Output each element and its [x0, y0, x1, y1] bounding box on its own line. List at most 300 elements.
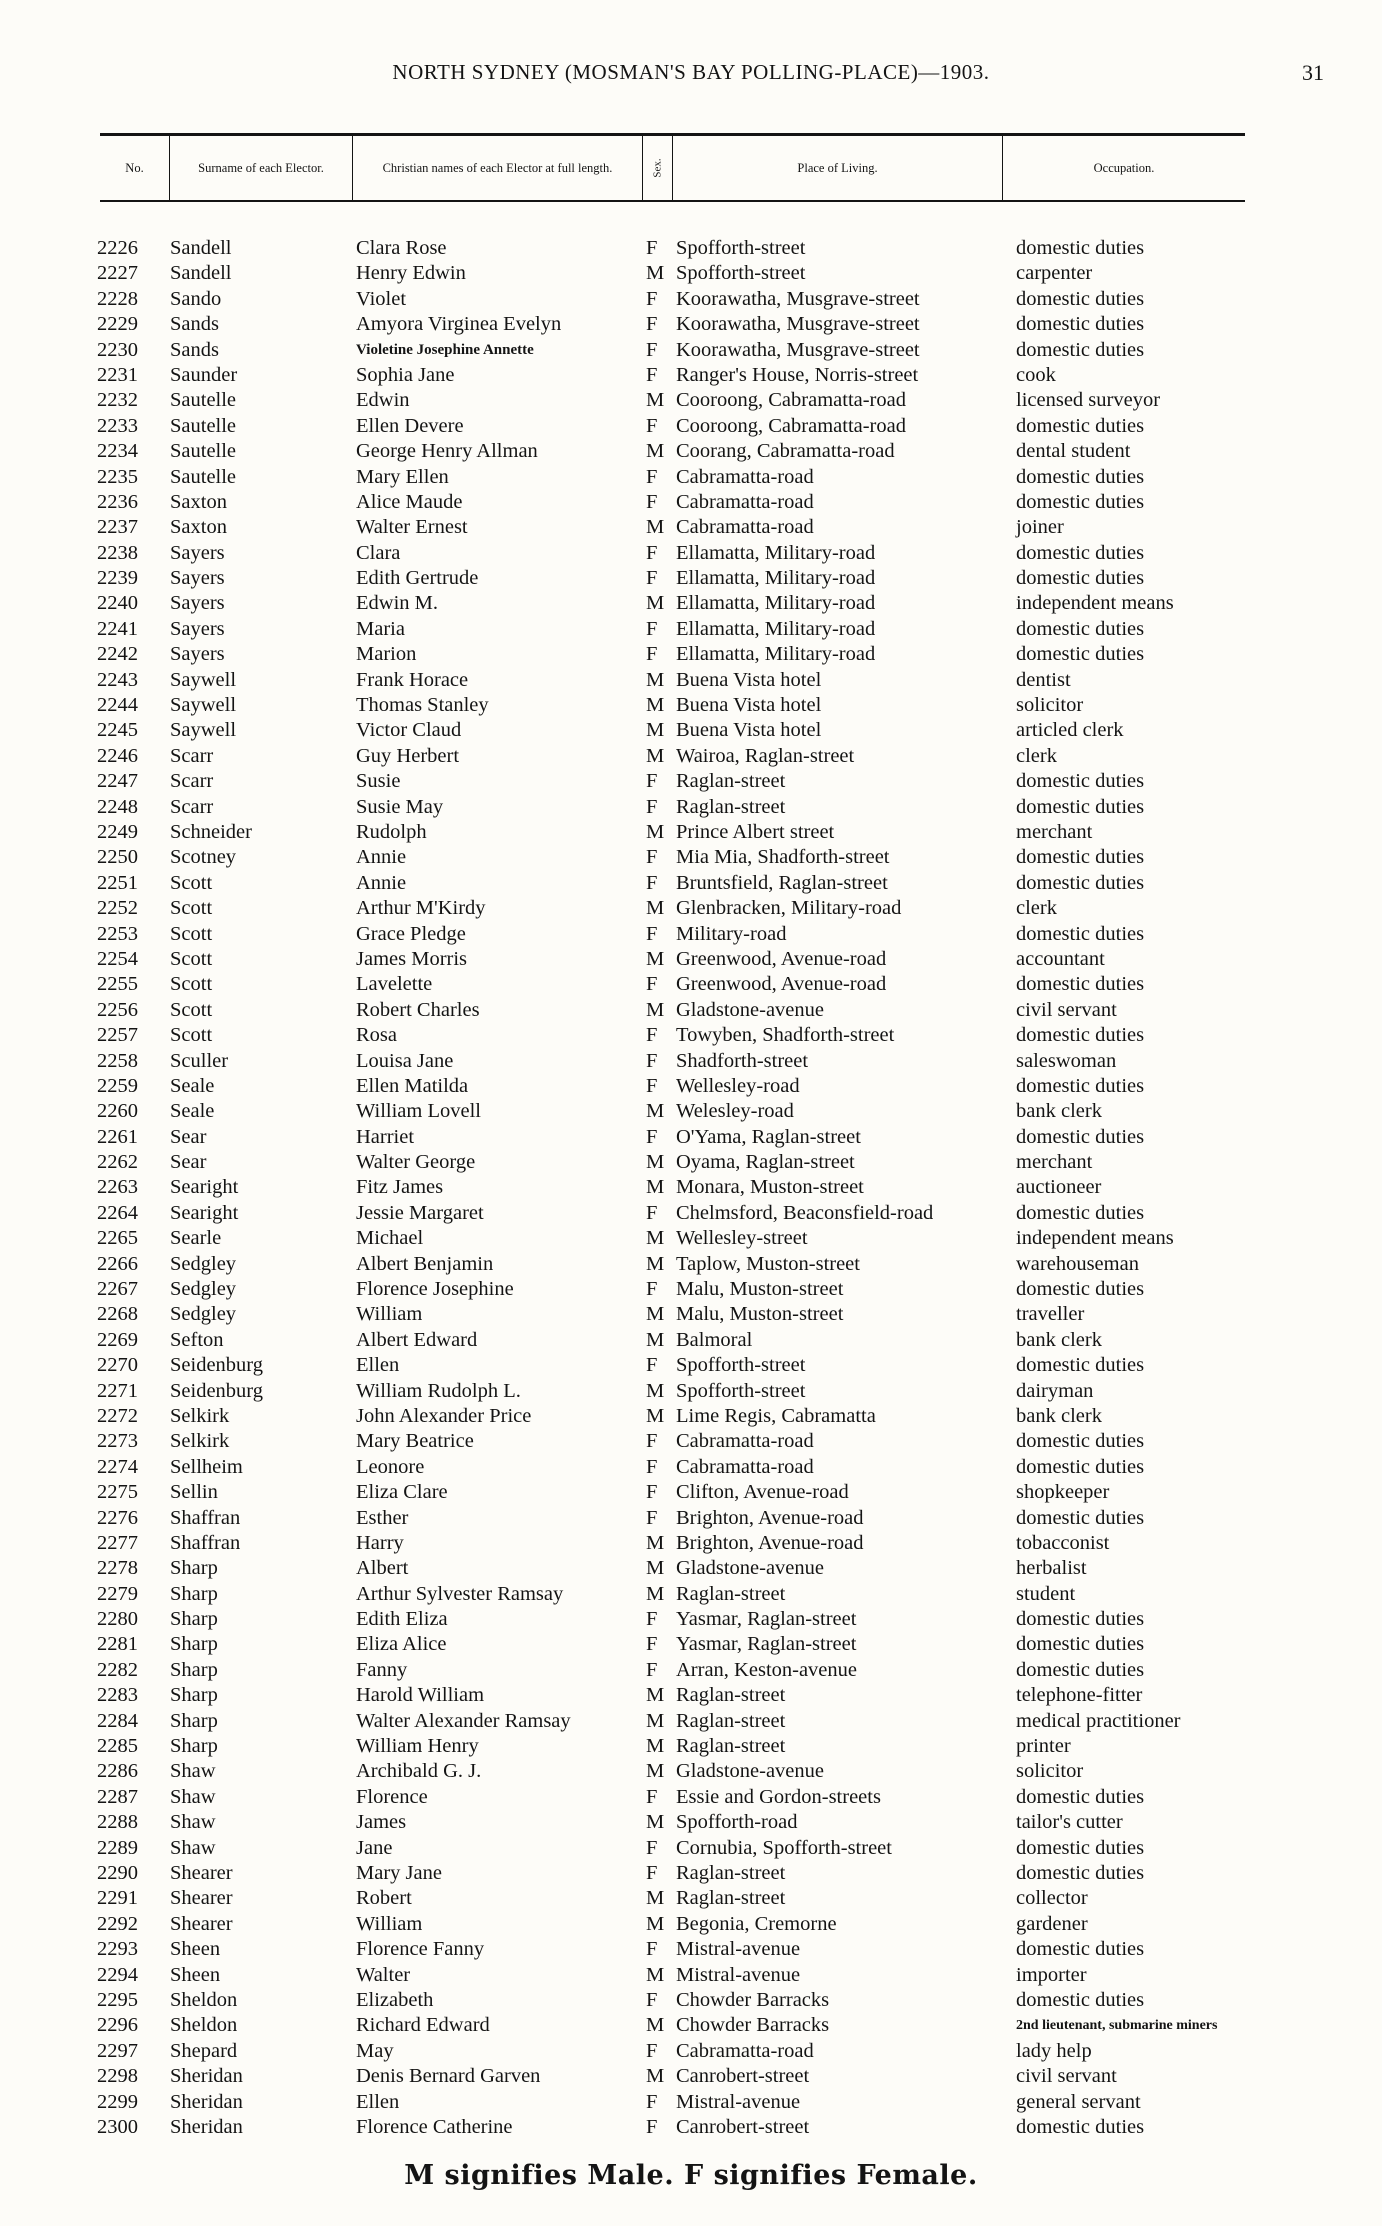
row-place: Malu, Muston-street	[676, 1303, 844, 1326]
table-row	[0, 947, 1382, 972]
row-place: Mistral-avenue	[676, 2090, 801, 2113]
row-place: Oyama, Raglan-street	[676, 1151, 855, 1174]
row-number: 2244	[97, 694, 138, 717]
row-christian-names: Archibald G. J.	[356, 1760, 482, 1783]
row-occupation: domestic duties	[1016, 1455, 1145, 1478]
table-row	[0, 2039, 1382, 2064]
row-number: 2268	[97, 1303, 138, 1326]
row-sex: M	[646, 897, 665, 920]
row-occupation: shopkeeper	[1016, 1481, 1110, 1504]
row-number: 2239	[97, 567, 138, 590]
row-sex: F	[646, 1785, 658, 1808]
row-surname: Seidenburg	[170, 1379, 264, 1402]
row-christian-names: Albert	[356, 1557, 409, 1580]
row-place: Buena Vista hotel	[676, 694, 822, 717]
row-sex: F	[646, 1481, 658, 1504]
row-sex: M	[646, 262, 665, 285]
row-christian-names: Walter George	[356, 1151, 476, 1174]
row-sex: F	[646, 1633, 658, 1656]
row-surname: Sharp	[170, 1658, 218, 1681]
table-row	[0, 1226, 1382, 1251]
row-occupation: civil servant	[1016, 2065, 1117, 2088]
row-place: Brighton, Avenue-road	[676, 1531, 864, 1554]
row-surname: Saunder	[170, 363, 238, 386]
row-number: 2284	[97, 1709, 138, 1732]
row-surname: Sandell	[170, 262, 232, 285]
row-number: 2256	[97, 998, 138, 1021]
table-row	[0, 1506, 1382, 1531]
table-row	[0, 236, 1382, 261]
row-place: Raglan-street	[676, 795, 786, 818]
row-place: Cabramatta-road	[676, 516, 814, 539]
row-christian-names: Elizabeth	[356, 1988, 434, 2011]
row-christian-names: Florence Josephine	[356, 1278, 514, 1301]
table-row	[0, 1607, 1382, 1632]
row-occupation: dental student	[1016, 440, 1131, 463]
row-sex: M	[646, 1303, 665, 1326]
row-surname: Selkirk	[170, 1430, 230, 1453]
row-surname: Shearer	[170, 1912, 233, 1935]
row-place: Towyben, Shadforth-street	[676, 1024, 895, 1047]
row-sex: F	[646, 643, 658, 666]
row-christian-names: Florence Catherine	[356, 2115, 513, 2138]
row-surname: Sculler	[170, 1049, 229, 1072]
table-row	[0, 1937, 1382, 1962]
row-number: 2237	[97, 516, 138, 539]
table-row	[0, 2090, 1382, 2115]
row-occupation: merchant	[1016, 1151, 1093, 1174]
table-row	[0, 1912, 1382, 1937]
row-place: Mia Mia, Shadforth-street	[676, 846, 890, 869]
row-surname: Sharp	[170, 1608, 218, 1631]
row-sex: F	[646, 922, 658, 945]
row-sex: F	[646, 541, 658, 564]
row-sex: F	[646, 617, 658, 640]
table-row	[0, 1582, 1382, 1607]
row-place: Spofforth-street	[676, 1379, 806, 1402]
row-number: 2266	[97, 1252, 138, 1275]
row-occupation: general servant	[1016, 2090, 1141, 2113]
table-row	[0, 1277, 1382, 1302]
row-sex: M	[646, 1404, 665, 1427]
row-occupation: domestic duties	[1016, 237, 1145, 259]
row-surname: Sharp	[170, 1582, 218, 1605]
row-christian-names: Maria	[356, 617, 405, 640]
table-row	[0, 998, 1382, 1023]
row-surname: Saxton	[170, 490, 227, 513]
row-place: Essie and Gordon-streets	[676, 1785, 881, 1808]
row-sex: F	[646, 313, 658, 336]
row-christian-names: Denis Bernard Garven	[356, 2065, 541, 2088]
row-surname: Sheridan	[170, 2115, 243, 2138]
table-row	[0, 388, 1382, 413]
row-christian-names: Henry Edwin	[356, 262, 466, 285]
table-row	[0, 439, 1382, 464]
row-number: 2265	[97, 1227, 138, 1250]
row-occupation: domestic duties	[1016, 1278, 1145, 1301]
row-surname: Scarr	[170, 770, 214, 793]
row-place: Clifton, Avenue-road	[676, 1481, 849, 1504]
row-place: Raglan-street	[676, 1582, 786, 1605]
row-christian-names: Eliza Clare	[356, 1481, 448, 1504]
row-place: Raglan-street	[676, 770, 786, 793]
row-number: 2288	[97, 1811, 138, 1834]
row-place: Begonia, Cremorne	[676, 1912, 837, 1935]
row-place: Spofforth-street	[676, 262, 806, 285]
row-number: 2292	[97, 1912, 138, 1935]
column-headers	[100, 133, 1245, 202]
row-number: 2282	[97, 1658, 138, 1681]
row-occupation: civil servant	[1016, 998, 1117, 1021]
row-occupation: domestic duties	[1016, 1633, 1145, 1656]
row-surname: Sheridan	[170, 2090, 243, 2113]
row-christian-names: Florence	[356, 1785, 428, 1808]
row-surname: Scotney	[170, 846, 237, 869]
row-surname: Sedgley	[170, 1252, 237, 1275]
row-sex: F	[646, 1278, 658, 1301]
table-row	[0, 769, 1382, 794]
row-occupation: domestic duties	[1016, 541, 1145, 564]
row-surname: Sayers	[170, 643, 225, 666]
row-sex: M	[646, 719, 665, 742]
row-christian-names: Edwin M.	[356, 592, 438, 615]
table-row	[0, 820, 1382, 845]
row-sex: F	[646, 770, 658, 793]
row-surname: Shearer	[170, 1887, 233, 1910]
row-christian-names: Robert	[356, 1887, 412, 1910]
row-place: Chowder Barracks	[676, 2014, 830, 2037]
row-christian-names: Thomas Stanley	[356, 694, 489, 717]
row-number: 2253	[97, 922, 138, 945]
row-number: 2252	[97, 897, 138, 920]
row-sex: F	[646, 363, 658, 386]
row-occupation: independent means	[1016, 1227, 1174, 1250]
row-number: 2294	[97, 1963, 138, 1986]
row-sex: F	[646, 2115, 658, 2138]
row-sex: M	[646, 440, 665, 463]
row-sex: F	[646, 871, 658, 894]
row-surname: Seale	[170, 1100, 215, 1123]
row-occupation: domestic duties	[1016, 795, 1145, 818]
row-place: Cabramatta-road	[676, 2039, 814, 2062]
row-christian-names: William Rudolph L.	[356, 1379, 521, 1402]
row-occupation: independent means	[1016, 592, 1174, 615]
row-christian-names: Violet	[356, 287, 407, 310]
row-place: Taplow, Muston-street	[676, 1252, 860, 1275]
page-header	[0, 60, 1382, 100]
table-row	[0, 617, 1382, 642]
row-christian-names: Susie May	[356, 795, 444, 818]
row-place: O'Yama, Raglan-street	[676, 1125, 861, 1148]
row-occupation: cook	[1016, 363, 1056, 386]
row-surname: Sautelle	[170, 389, 237, 412]
row-surname: Sayers	[170, 592, 225, 615]
row-surname: Shaw	[170, 1760, 216, 1783]
row-occupation: joiner	[1016, 516, 1064, 539]
row-christian-names: Leonore	[356, 1455, 425, 1478]
table-row	[0, 1353, 1382, 1378]
row-surname: Shepard	[170, 2039, 238, 2062]
row-sex: F	[646, 1608, 658, 1631]
row-number: 2235	[97, 465, 138, 488]
row-sex: F	[646, 1836, 658, 1859]
row-occupation: lady help	[1016, 2039, 1092, 2062]
row-number: 2278	[97, 1557, 138, 1580]
row-sex: M	[646, 389, 665, 412]
row-place: Chelmsford, Beaconsfield-road	[676, 1201, 934, 1224]
row-number: 2255	[97, 973, 138, 996]
row-christian-names: Robert Charles	[356, 998, 480, 1021]
row-number: 2229	[97, 313, 138, 336]
table-row	[0, 515, 1382, 540]
row-christian-names: Eliza Alice	[356, 1633, 447, 1656]
row-sex: F	[646, 973, 658, 996]
table-row	[0, 1531, 1382, 1556]
row-sex: F	[646, 490, 658, 513]
row-number: 2242	[97, 643, 138, 666]
row-occupation: merchant	[1016, 820, 1093, 843]
row-place: Ellamatta, Military-road	[676, 617, 876, 640]
row-sex: F	[646, 1988, 658, 2011]
table-row	[0, 363, 1382, 388]
table-row	[0, 1023, 1382, 1048]
row-place: Yasmar, Raglan-street	[676, 1633, 857, 1656]
row-sex: M	[646, 1760, 665, 1783]
row-sex: F	[646, 1506, 658, 1529]
header-sex-label: Sex.	[651, 158, 664, 178]
row-christian-names: Arthur Sylvester Ramsay	[356, 1582, 564, 1605]
row-surname: Seidenburg	[170, 1354, 264, 1377]
row-number: 2233	[97, 414, 138, 437]
row-place: Raglan-street	[676, 1887, 786, 1910]
row-occupation: warehouseman	[1016, 1252, 1139, 1275]
row-occupation: importer	[1016, 1963, 1087, 1986]
row-number: 2299	[97, 2090, 138, 2113]
row-surname: Sellheim	[170, 1455, 243, 1478]
row-sex: M	[646, 592, 665, 615]
row-sex: F	[646, 846, 658, 869]
row-occupation: domestic duties	[1016, 846, 1145, 869]
row-christian-names: James Morris	[356, 947, 468, 970]
row-sex: M	[646, 1557, 665, 1580]
table-row	[0, 845, 1382, 870]
table-row	[0, 591, 1382, 616]
row-place: Canrobert-street	[676, 2115, 810, 2138]
row-christian-names: Ellen	[356, 1354, 400, 1377]
row-sex: F	[646, 414, 658, 437]
row-christian-names: William Henry	[356, 1735, 479, 1758]
row-surname: Sellin	[170, 1481, 218, 1504]
row-occupation: solicitor	[1016, 694, 1084, 717]
row-place: Buena Vista hotel	[676, 668, 822, 691]
row-sex: F	[646, 1430, 658, 1453]
row-place: Cabramatta-road	[676, 1455, 814, 1478]
row-number: 2232	[97, 389, 138, 412]
table-row	[0, 922, 1382, 947]
table-row	[0, 490, 1382, 515]
row-christian-names: Annie	[356, 871, 407, 894]
row-surname: Saywell	[170, 719, 237, 742]
row-sex: M	[646, 1709, 665, 1732]
row-place: Monara, Muston-street	[676, 1176, 864, 1199]
row-surname: Sando	[170, 287, 222, 310]
row-number: 2249	[97, 820, 138, 843]
row-sex: M	[646, 1252, 665, 1275]
row-number: 2238	[97, 541, 138, 564]
row-christian-names: Louisa Jane	[356, 1049, 454, 1072]
row-number: 2281	[97, 1633, 138, 1656]
row-surname: Sedgley	[170, 1303, 237, 1326]
row-christian-names: Walter Ernest	[356, 516, 468, 539]
table-row	[0, 1658, 1382, 1683]
row-number: 2250	[97, 846, 138, 869]
row-christian-names: Harold William	[356, 1684, 485, 1707]
row-sex: M	[646, 1684, 665, 1707]
row-number: 2251	[97, 871, 138, 894]
row-christian-names: Jane	[356, 1836, 393, 1859]
row-sex: F	[646, 1862, 658, 1884]
table-row	[0, 2013, 1382, 2038]
row-occupation: domestic duties	[1016, 1074, 1145, 1097]
row-surname: Searle	[170, 1227, 222, 1250]
row-number: 2285	[97, 1735, 138, 1758]
row-number: 2293	[97, 1938, 138, 1961]
row-sex: M	[646, 2065, 665, 2088]
table-row	[0, 541, 1382, 566]
row-surname: Scott	[170, 973, 213, 996]
table-row	[0, 871, 1382, 896]
row-sex: M	[646, 1328, 665, 1351]
row-sex: F	[646, 2039, 658, 2062]
row-occupation: domestic duties	[1016, 1836, 1145, 1859]
row-sex: M	[646, 1531, 665, 1554]
table-row	[0, 414, 1382, 439]
table-row	[0, 1252, 1382, 1277]
row-christian-names: Victor Claud	[356, 719, 462, 742]
row-sex: F	[646, 567, 658, 590]
table-row	[0, 312, 1382, 337]
row-number: 2271	[97, 1379, 138, 1402]
row-surname: Sharp	[170, 1735, 218, 1758]
row-christian-names: Jessie Margaret	[356, 1201, 484, 1224]
table-row	[0, 795, 1382, 820]
row-sex: M	[646, 1963, 665, 1986]
row-occupation: domestic duties	[1016, 567, 1145, 590]
row-occupation: domestic duties	[1016, 1658, 1145, 1681]
row-place: Ellamatta, Military-road	[676, 592, 876, 615]
row-sex: F	[646, 465, 658, 488]
row-occupation: domestic duties	[1016, 617, 1145, 640]
row-place: Arran, Keston-avenue	[676, 1658, 858, 1681]
row-surname: Saywell	[170, 694, 237, 717]
row-surname: Sharp	[170, 1557, 218, 1580]
row-number: 2267	[97, 1278, 138, 1301]
row-christian-names: John Alexander Price	[356, 1404, 532, 1427]
row-occupation: domestic duties	[1016, 1430, 1145, 1453]
row-place: Gladstone-avenue	[676, 998, 824, 1021]
row-occupation: domestic duties	[1016, 2115, 1145, 2138]
table-row	[0, 1150, 1382, 1175]
table-row	[0, 338, 1382, 363]
row-occupation: domestic duties	[1016, 871, 1145, 894]
row-number: 2257	[97, 1024, 138, 1047]
row-surname: Searight	[170, 1201, 239, 1224]
row-occupation: licensed surveyor	[1016, 389, 1161, 412]
row-surname: Saywell	[170, 668, 237, 691]
row-surname: Shaw	[170, 1785, 216, 1808]
row-surname: Sharp	[170, 1709, 218, 1732]
row-sex: F	[646, 1049, 658, 1072]
row-occupation: domestic duties	[1016, 770, 1145, 793]
header-place: Place of Living.	[673, 136, 1003, 200]
table-row	[0, 1886, 1382, 1911]
header-surname: Surname of each Elector.	[170, 136, 353, 200]
row-occupation: auctioneer	[1016, 1176, 1102, 1199]
row-sex: F	[646, 338, 658, 361]
row-surname: Sayers	[170, 617, 225, 640]
table-row	[0, 1709, 1382, 1734]
row-surname: Sefton	[170, 1328, 224, 1351]
row-christian-names: Richard Edward	[356, 2014, 490, 2037]
row-number: 2264	[97, 1201, 138, 1224]
row-sex: M	[646, 1912, 665, 1935]
row-christian-names: Ellen Devere	[356, 414, 464, 437]
row-sex: F	[646, 1024, 658, 1047]
row-place: Ellamatta, Military-road	[676, 643, 876, 666]
row-place: Brighton, Avenue-road	[676, 1506, 864, 1529]
row-number: 2273	[97, 1430, 138, 1453]
row-place: Wairoa, Raglan-street	[676, 744, 855, 767]
row-christian-names: Sophia Jane	[356, 363, 455, 386]
table-row	[0, 1632, 1382, 1657]
row-surname: Shaffran	[170, 1506, 241, 1529]
sex-legend: M signifies Male. F signifies Female.	[404, 2160, 978, 2191]
row-place: Yasmar, Raglan-street	[676, 1608, 857, 1631]
row-place: Raglan-street	[676, 1709, 786, 1732]
table-row	[0, 693, 1382, 718]
row-occupation: domestic duties	[1016, 1506, 1145, 1529]
row-surname: Shaw	[170, 1811, 216, 1834]
row-surname: Sheldon	[170, 1988, 238, 2011]
row-occupation: carpenter	[1016, 262, 1093, 285]
row-sex: M	[646, 2014, 665, 2037]
table-row	[0, 1175, 1382, 1200]
row-occupation: bank clerk	[1016, 1404, 1102, 1427]
row-number: 2287	[97, 1785, 138, 1808]
row-sex: M	[646, 694, 665, 717]
row-place: Mistral-avenue	[676, 1938, 801, 1961]
table-row	[0, 1785, 1382, 1810]
table-row	[0, 2115, 1382, 2140]
table-row	[0, 2064, 1382, 2089]
row-surname: Shaw	[170, 1836, 216, 1859]
row-christian-names: Grace Pledge	[356, 922, 466, 945]
row-surname: Sautelle	[170, 414, 237, 437]
row-number: 2290	[97, 1862, 138, 1884]
row-place: Cooroong, Cabramatta-road	[676, 389, 906, 412]
row-surname: Sheen	[170, 1963, 221, 1986]
row-number: 2295	[97, 1988, 138, 2011]
row-christian-names: William	[356, 1912, 423, 1935]
row-occupation: domestic duties	[1016, 490, 1145, 513]
row-christian-names: Edith Eliza	[356, 1608, 448, 1631]
row-sex: F	[646, 1455, 658, 1478]
row-occupation: dentist	[1016, 668, 1071, 691]
page-number: 31	[1302, 60, 1324, 85]
row-occupation: domestic duties	[1016, 1608, 1145, 1631]
row-christian-names: Rosa	[356, 1024, 397, 1047]
row-christian-names: Michael	[356, 1227, 424, 1250]
